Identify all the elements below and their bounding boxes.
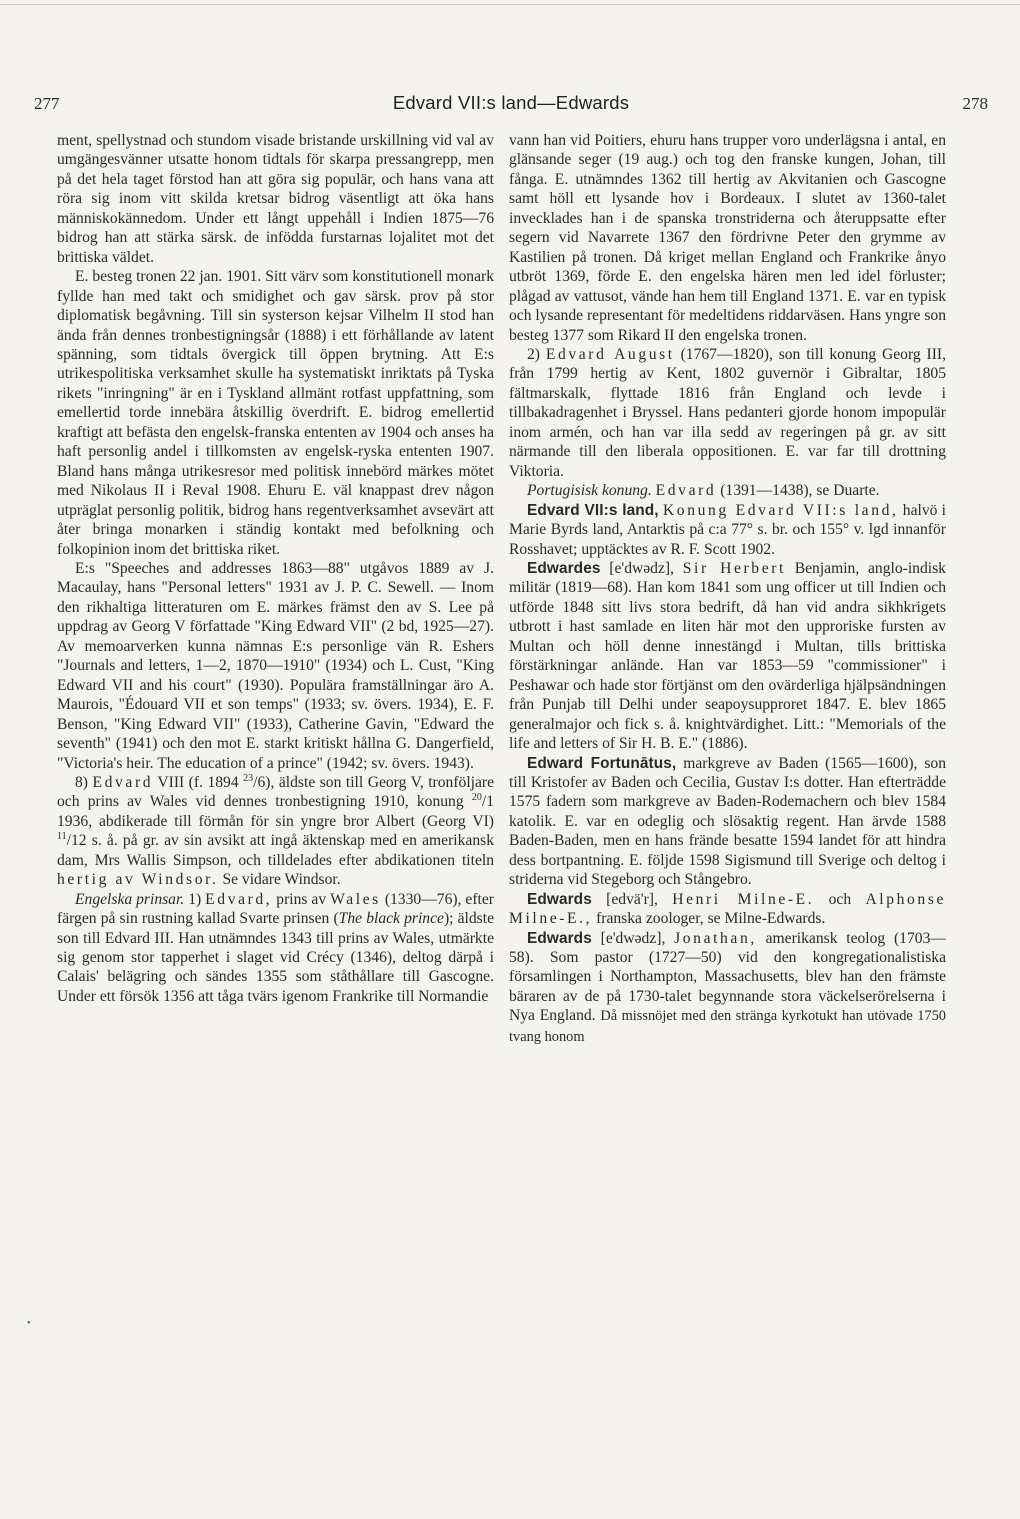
entry-edward-fortunatus: Edward Fortunātus, markgreve av Baden (1565—1600), son till Kristofer av Baden och Cecilia, Gustav I:s dotter. Han efterträdde 1575 fadern som markgreve av Baden-Rodemachern och blev 1584 katolik. E. var en odeglig och slösaktig regent. Han ärvde 1588 Baden-Baden, men en hans frände besatte 1594 landet för att hindra dess bortpantning. E. följde 1598 Sigismund till Sverige och deltog i striderna vid Stegeborg och Stångebro.	[509, 754, 946, 889]
right-page-number: 278	[962, 94, 988, 113]
page-header	[34, 94, 988, 122]
entry-edwardes: Edwardes [e'dwədz], Sir Herbert Benjamin, anglo-indisk militär (1819—68). Han kom 1841 som ung officer ut till Indien och utförde 1848 sitt livs stora bedrift, då han vid andra sikhkrigets utbrott i hast samlade en liten här mot den upproriske fursten av Multan och höll denne innestängd i Multan, tills brittiska förstärkningar anlände. Han var 1853—59 "commissioner" i Peshawar och hade stor förtjänst om den ovärderliga hjälpsändningen från Punjab till Delhi under seapoysupproret 1847. E. blev 1865 generalmajor och fick s. å. knightvärdighet. Litt.: "Memorials of the life and letters of Sir H. B. E." (1886).	[509, 559, 946, 753]
entry-engelska-prinsar: Engelska prinsar. 1) Edvard, prins av Wales (1330—76), efter färgen på sin rustning kallad Svarte prinsen (The black prince); äldste son till Edvard III. Han utnämndes 1343 till prins av Wales, utmärkte sig genom stor tapperhet i slaget vid Crécy (1346), deltog därpå i Calais' belägring och sändes 1355 som ståthållare till Gascogne. Under ett försök 1356 att tåga tvärs igenom Frankrike till Normandie	[57, 890, 494, 1005]
lemma: Edwards	[527, 929, 592, 947]
paragraph: E:s "Speeches and addresses 1863—88" utgåvos 1889 av J. Macaulay, hans "Personal letters" 1931 av J. P. C. Sewell. — Inom den rikhaltiga litteraturen om E. märkes främst den av S. Lee på uppdrag av Georg V författade "King Edward VII" (2 bd, 1925—27). Av memoarverken kunna nämnas E:s personlige vän R. Eshers "Journals and letters, 1—2, 1870—1910" (1934) och L. Cust, "King Edward VII and his court" (1930). Populära framställningar äro A. Maurois, "Édouard VII et son temps" (1933; sv. övers. 1934), E. F. Benson, "King Edward VII" (1933), Catherine Gavin, "Edward the seventh" (1941) och den mot E. starkt kritiskt hållna G. Dangerfield, "Victoria's heir. The education of a prince" (1942; sv. övers. 1943).	[57, 559, 494, 772]
entry-edwards-milne: Edwards [edvä'r], Henri Milne-E. och Alphonse Milne-E., franska zoologer, se Milne-Edwards.	[509, 890, 947, 928]
right-column	[509, 131, 946, 1047]
paragraph: ment, spellystnad och stundom visade bristande urskillning vid val av umgängesvänner utsatte honom tidtals för skarpa pressangrepp, men på det hela taget förstod han att göra sig populär, och hans vana att röra sig inom vitt skilda kretsar bidrog väsentligt att öka hans människokännedom. Under ett långt uppehåll i Indien 1875—76 bidrog han att stärka särsk. de infödda furstarnas lojalitet mot det brittiska väldet.	[57, 132, 494, 266]
entry-edvard-august: 2) Edvard August (1767—1820), son till konung Georg III, från 1799 hertig av Kent, 1802 guvernör i Gibraltar, 1805 fältmarskalk, flyttade 1816 från England och levde i tillbakadragenhet i Bryssel. Hans pedanteri gjorde honom impopulär inom armén, och han var illa sedd av regeringen på gr. av sitt närmande till den liberala oppositionen. E. var far till drottning Viktoria.	[509, 345, 947, 480]
spaced-name: Edvard	[92, 773, 154, 791]
paragraph: E. besteg tronen 22 jan. 1901. Sitt värv som konstitutionell monark fyllde han med takt och smidighet och gav särsk. prov på stor diplomatisk begåvning. Till sin systerson kejsar Vilhelm II stod han ända från dennes tronbestigningsår (1888) i ett förhållande av latent spänning, som tidtals övergick till öppen brytning. Att E:s utrikespolitiska verksamhet skulle ha systematiskt inriktats på Tyska rikets "inringning" är en i Tyskland allmänt rotfast uppfattning, som emellertid torde innebära åtskillig överdrift. E. bidrog emellertid kraftigt att befästa den engelsk-franska ententen av 1904 och anses ha haft personlig andel i tillkomsten av engelsk-ryska ententen 1907. Bland hans många utrikesresor med politisk innebörd märkes mötet med Nikolaus II i Reval 1908. Ehuru E. väl knappast drev någon utpräglat personlig politik, bidrog hans regentverksamhet avsevärt att åter bringa monarken i ständig kontakt med befolkning och folkopinion inom det brittiska riket.	[57, 268, 494, 558]
entry-portugisisk-konung: Portugisisk konung. Edvard (1391—1438), se Duarte.	[527, 482, 880, 500]
lemma: Edwardes	[527, 559, 601, 577]
entry-edvard-viii: 8) Edvard VIII (f. 1894 $^{23}$/6), äldste son till Georg V, tronföljare och prins av Wales vid dennes tronbestigning 1910, konung $^{20}$/1 1936, abdikerade till förmån för sin yngre bror Albert (Georg VI) $^{11}$/12 s. å. på gr. av sin avsikt att ingå äktenskap med en amerikansk dam, Mrs Wallis Simpson, och tilldelades efter abdikationen titeln hertig av Windsor. Se vidare Windsor.	[57, 772, 495, 889]
spaced-title: hertig av Windsor.	[57, 871, 219, 889]
left-column	[57, 131, 494, 1006]
italic-heading: Engelska prinsar.	[75, 890, 185, 908]
margin-mark: •	[27, 1318, 31, 1329]
lemma: Edward Fortunātus,	[527, 754, 677, 772]
paragraph: vann han vid Poitiers, ehuru hans trupper voro underlägsna i antal, en glänsande seger (19 aug.) och tog den franske kungen, Johan, till fånga. E. utnämndes 1362 till hertig av Akvitanien och Gascogne samt höll ett lysande hov i Bordeaux. I slutet av 1360-talet invecklades han i de spanska tronstriderna och återuppsatte efter segern vid Navarrete 1367 den fördrivne Peter den grymme av Kastilien på tronen. Då kriget mellan England och Frankrike ånyo utbröt 1369, förde E. den engelska hären men led idel förluster; plågad av vattusot, vände han hem till England 1371. E. var en typisk och lysande representant för medeltidens riddarväsen. Hans yngre son besteg 1377 som Rikard II den engelska tronen.	[509, 132, 946, 344]
running-head: Edvard VII:s land—Edwards	[392, 92, 630, 113]
entry-edvard-vii-land: Edvard VII:s land, Konung Edvard VII:s land, halvö i Marie Byrds land, Antarktis på c:a 77° s. br. och 155° v. lgd innanför Rosshavet; upptäcktes av R. F. Scott 1902.	[509, 501, 946, 558]
left-page-number: 277	[34, 94, 60, 113]
top-rule	[0, 4, 1020, 5]
lemma: Edwards	[527, 890, 592, 908]
lemma: Edvard VII:s land,	[527, 501, 659, 519]
entry-edwards-jonathan: Edwards [e'dwədz], Jonathan, amerikansk teolog (1703—58). Som pastor (1727—50) vid den kongregationalistiska församlingen i Northampton, Massachusetts, blev han den främste bäraren av de på 1730-talet begynnande stora väckelserörelserna i Nya England. Då missnöjet med den stränga kyrkotukt han utövade 1750 tvang honom	[509, 929, 946, 1045]
